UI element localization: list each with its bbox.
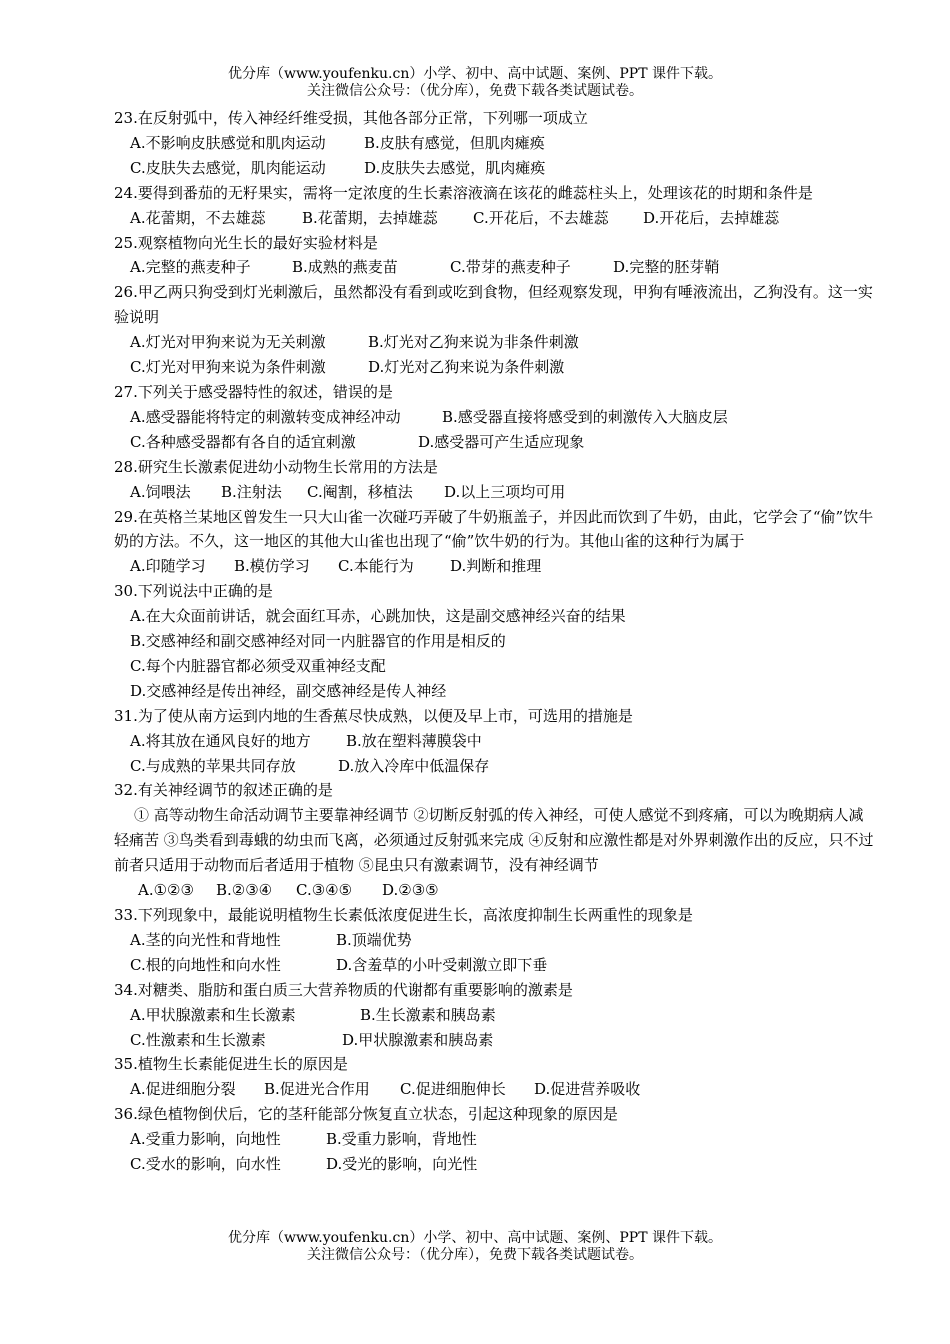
option-row: [114, 1127, 874, 1152]
option: D.感受器可产生适应现象: [418, 432, 585, 451]
option: A.印随学习: [130, 557, 206, 576]
option-row: [114, 654, 874, 679]
question-stem: 36.绿色植物倒伏后，它的茎秆能部分恢复直立状态，引起这种现象的原因是: [114, 1105, 618, 1124]
option-row: [114, 255, 874, 280]
option: D.灯光对乙狗来说为条件刺激: [368, 358, 565, 377]
option: A.①②③: [138, 881, 194, 900]
question-stem: 23.在反射弧中，传入神经纤维受损，其他各部分正常，下列哪一项成立: [114, 109, 588, 127]
question-stem: 25.观察植物向光生长的最好实验材料是: [114, 233, 378, 252]
option: B.生长激素和胰岛素: [360, 1005, 496, 1024]
option-row: [114, 405, 874, 430]
option-row: [114, 1152, 874, 1177]
option: B.②③④: [216, 881, 273, 900]
option: B.花蕾期，去掉雄蕊: [302, 208, 438, 227]
question-stem: 26.甲乙两只狗受到灯光刺激后，虽然都没有看到或吃到食物，但经观察发现，甲狗有唾液流出，乙狗没有。这一实验说明: [114, 283, 873, 327]
option: C.③④⑤: [296, 881, 353, 900]
option: C.促进细胞伸长: [400, 1080, 506, 1099]
option: B.皮肤有感觉，但肌肉瘫痪: [364, 133, 545, 152]
option-row: [114, 878, 874, 903]
option: D.受光的影响，向光性: [326, 1155, 478, 1174]
option: A.花蕾期，不去雄蕊: [130, 208, 266, 227]
option: C.本能行为: [338, 557, 414, 576]
option-row: [114, 953, 874, 978]
option: A.感受器能将特定的刺激转变成神经冲动: [130, 407, 401, 426]
statement-list: ① 高等动物生命活动调节主要靠神经调节 ②切断反射弧的传入神经，可使人感觉不到疼痛，可以为晚期病人减轻痛苦 ③鸟类看到毒蛾的幼虫而飞离，必须通过反射弧来完成 ④反射和应激性都是对外界刺激作出的反应，只不过前者只适用于动物而后者适用于植物 ⑤昆虫只有激素调节，没有神经调节: [114, 806, 874, 875]
option: C.每个内脏器官都必须受双重神经支配: [130, 656, 386, 675]
question-stem: 35.植物生长素能促进生长的原因是: [114, 1055, 348, 1074]
page-header: [0, 66, 950, 100]
page-footer: [0, 1230, 950, 1264]
option: B.注射法: [221, 482, 282, 501]
option: D.促进营养吸收: [534, 1080, 641, 1099]
question-stem: 24.要得到番茄的无籽果实，需将一定浓度的生长素溶液滴在该花的雌蕊柱头上，处理该花的时期和条件是: [114, 183, 813, 202]
option-row: [114, 430, 874, 455]
option: C.带芽的燕麦种子: [450, 258, 571, 277]
option-row: [114, 355, 874, 380]
option: A.甲状腺激素和生长激素: [130, 1005, 296, 1024]
question-stem: 33.下列现象中，最能说明植物生长素低浓度促进生长，高浓度抑制生长两重性的现象是: [114, 906, 693, 924]
option: B.促进光合作用: [264, 1080, 370, 1099]
option: B.放在塑料薄膜袋中: [346, 731, 482, 750]
option: D.开花后，去掉雄蕊: [643, 208, 780, 227]
question-stem: 28.研究生长激素促进幼小动物生长常用的方法是: [114, 457, 438, 476]
option-row: [114, 729, 874, 754]
option: C.皮肤失去感觉，肌肉能运动: [130, 158, 326, 177]
question-stem: 30.下列说法中正确的是: [114, 582, 273, 601]
option-row: [114, 679, 874, 704]
option-row: [114, 554, 874, 579]
option: A.促进细胞分裂: [130, 1080, 236, 1099]
option-row: [114, 928, 874, 953]
option-row: [114, 629, 874, 654]
option: D.②③⑤: [382, 881, 439, 900]
option: C.灯光对甲狗来说为条件刺激: [130, 358, 326, 377]
option: B.灯光对乙狗来说为非条件刺激: [368, 333, 579, 352]
question-stem: 27.下列关于感受器特性的叙述，错误的是: [114, 382, 393, 401]
question-stem: 32.有关神经调节的叙述正确的是: [114, 781, 333, 800]
option: D.交感神经是传出神经，副交感神经是传人神经: [130, 681, 447, 700]
option: D.皮肤失去感觉，肌肉瘫痪: [364, 158, 546, 177]
option-row: [114, 1003, 874, 1028]
option-row: [114, 156, 874, 181]
option: C.根的向地性和向水性: [130, 955, 281, 974]
header-line-1: 优分库（www.youfenku.cn）小学、初中、高中试题、案例、PPT 课件下载。: [227, 66, 722, 82]
option: A.在大众面前讲话，就会面红耳赤，心跳加快，这是副交感神经兴奋的结果: [130, 607, 626, 626]
question-list: [114, 106, 874, 1177]
option-row: [114, 330, 874, 355]
option-row: [114, 1028, 874, 1053]
option: A.茎的向光性和背地性: [130, 930, 281, 949]
option: A.饲喂法: [130, 482, 191, 501]
option: C.与成熟的苹果共同存放: [130, 756, 296, 775]
option-row: [114, 1077, 874, 1102]
footer-line-2: 关注微信公众号：（优分库），免费下载各类试题试卷。: [307, 1247, 643, 1263]
option: D.以上三项均可用: [444, 482, 566, 501]
option-row: [114, 131, 874, 156]
option-row: [114, 206, 874, 231]
option: C.阉割，移植法: [307, 482, 413, 501]
option-row: [114, 604, 874, 629]
option: A.将其放在通风良好的地方: [130, 731, 311, 750]
option: D.甲状腺激素和胰岛素: [342, 1030, 494, 1049]
option: C.性激素和生长激素: [130, 1030, 266, 1049]
option: D.含羞草的小叶受刺激立即下垂: [336, 955, 548, 974]
header-line-2: 关注微信公众号：（优分库），免费下载各类试题试卷。: [307, 83, 643, 99]
option: A.不影响皮肤感觉和肌肉运动: [130, 133, 326, 152]
option: B.成熟的燕麦苗: [292, 258, 398, 277]
footer-line-1: 优分库（www.youfenku.cn）小学、初中、高中试题、案例、PPT 课件下载。: [227, 1230, 722, 1246]
option-row: [114, 480, 874, 505]
option: A.完整的燕麦种子: [130, 258, 251, 277]
option: C.各种感受器都有各自的适宜刺激: [130, 432, 356, 451]
option: A.受重力影响，向地性: [130, 1130, 281, 1149]
option: B.感受器直接将感受到的刺激传入大脑皮层: [442, 407, 728, 426]
question-stem: 34.对糖类、脂肪和蛋白质三大营养物质的代谢都有重要影响的激素是: [114, 980, 573, 999]
option: A.灯光对甲狗来说为无关刺激: [130, 333, 326, 352]
option: C.受水的影响，向水性: [130, 1155, 281, 1174]
option: D.放入冷库中低温保存: [338, 756, 490, 775]
option: C.开花后，不去雄蕊: [473, 208, 609, 227]
question-stem: 31.为了使从南方运到内地的生香蕉尽快成熟，以便及早上市，可选用的措施是: [114, 706, 633, 725]
option: D.判断和推理: [450, 557, 542, 576]
option: B.受重力影响，背地性: [326, 1130, 477, 1149]
option-row: [114, 754, 874, 779]
question-stem: 29.在英格兰某地区曾发生一只大山雀一次碰巧弄破了牛奶瓶盖子，并因此而饮到了牛奶，由此，它学会了“偷”饮牛奶的方法。不久，这一地区的其他大山雀也出现了“偷”饮牛奶的行为。其他山雀的这种行为属于: [114, 507, 874, 551]
option: B.交感神经和副交感神经对同一内脏器官的作用是相反的: [130, 632, 506, 651]
option: B.顶端优势: [336, 930, 412, 949]
option: B.模仿学习: [234, 557, 310, 576]
option: D.完整的胚芽鞘: [613, 258, 720, 277]
